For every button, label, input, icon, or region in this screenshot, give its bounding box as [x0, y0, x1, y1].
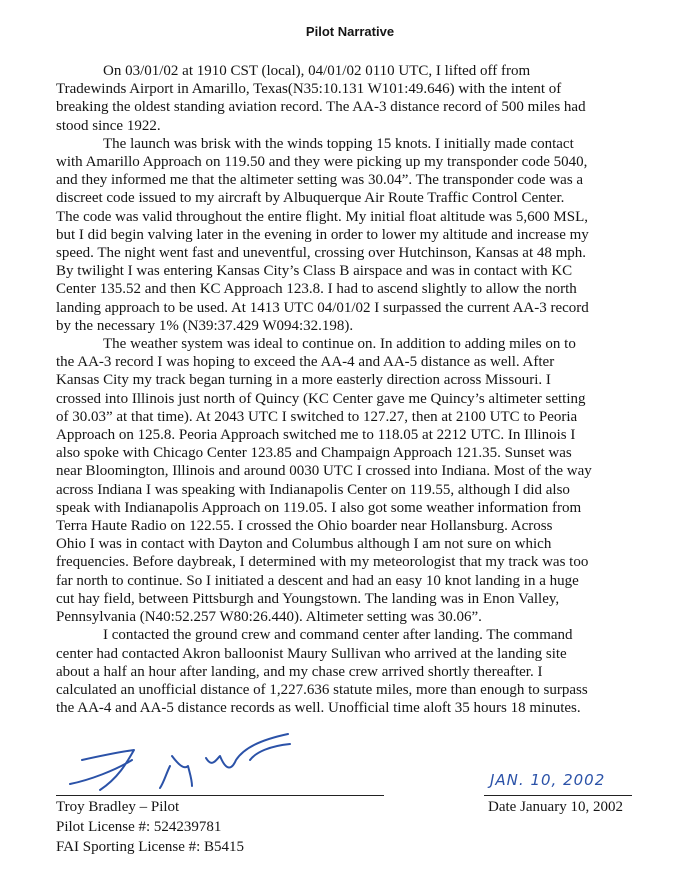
handwritten-signature — [60, 730, 320, 794]
narrative-body — [56, 62, 660, 717]
narrative-paragraph-3: The weather system was ideal to continue on. In addition to adding miles on to the AA-3 record I was hoping to exceed the AA-4 and AA-5 distance as well. After Kansas City my track began turning in a more easterly direction across Missouri. I crossed into Illinois just north of Quincy (KC Center gave me Quincy’s altimeter setting of 30.03” at that time). At 2043 UTC I switched to 127.27, then at 2100 UTC to Peoria Approach on 125.8. Peoria Approach switched me to 118.05 at 2212 UTC. In Illinois I also spoke with Chicago Center 123.85 and Champaign Approach 121.35. Sunset was near Bloomington, Illinois and around 0030 UTC I crossed into Indiana. Most of the way across Indiana I was speaking with Indianapolis Center on 119.55, although I did also speak with Indianapolis Approach on 119.05. I also got some weather information from Terra Haute Radio on 122.55. I crossed the Ohio boarder near Hollansburg. Across Ohio I was in contact with Dayton and Columbus although I am not sure on which frequencies. Before daybreak, I determined with my meteorologist that my track was too far north to continue. So I initiated a descent and had an easy 10 knot landing in a huge cut hay field, between Pittsburgh and Youngstown. The landing was in Enon Valley, Pennsylvania (N40:52.257 W80:26.440). Altimeter setting was 30.06”. — [56, 336, 592, 626]
printed-date: Date January 10, 2002 — [488, 799, 623, 815]
pilot-name: Troy Bradley – Pilot — [56, 799, 180, 815]
document-title: Pilot Narrative — [305, 24, 395, 39]
narrative-paragraph-1: On 03/01/02 at 1910 CST (local), 04/01/02 0110 UTC, I lifted off from Tradewinds Airport in Amarillo, Texas(N35:10.131 W101:49.646) with the intent of breaking the oldest standing aviation record. The AA-3 distance record of 500 miles had stood since 1922. — [56, 63, 586, 134]
date-line — [484, 795, 632, 796]
narrative-paragraph-4: I contacted the ground crew and command center after landing. The command center had contacted Akron balloonist Maury Sullivan who arrived at the landing site about a half an hour after landing, and my chase crew arrived shortly thereafter. I calculated an unofficial distance of 1,227.636 statute miles, more than enough to surpass the AA-4 and AA-5 distance records as well. Unofficial time aloft 35 hours 18 minutes. — [56, 627, 588, 717]
fai-license-number: FAI Sporting License #: B5415 — [56, 839, 245, 855]
pilot-license-number: Pilot License #: 524239781 — [56, 819, 222, 835]
signature-line — [56, 795, 384, 796]
handwritten-date: JAN. 10, 2002 — [490, 771, 606, 789]
narrative-paragraph-2: The launch was brisk with the winds topping 15 knots. I initially made contact with Amarillo Approach on 119.50 and they were picking up my transponder code 5040, and they informed me that the altimeter setting was 30.04”. The transponder code was a discreet code issued to my aircraft by Albuquerque Air Route Traffic Control Center. The code was valid throughout the entire flight. My initial float altitude was 5,600 MSL, but I did begin valving later in the evening in order to lower my altitude and increase my speed. The night went fast and uneventful, crossing over Hutchinson, Kansas at 48 mph. By twilight I was entering Kansas City’s Class B airspace and was in contact with KC Center 135.52 and then KC Approach 123.8. I had to ascend slightly to allow the north landing approach to be used. At 1413 UTC 04/01/02 I surpassed the current AA-3 record by the necessary 1% (N39:37.429 W094:32.198). — [56, 135, 589, 334]
